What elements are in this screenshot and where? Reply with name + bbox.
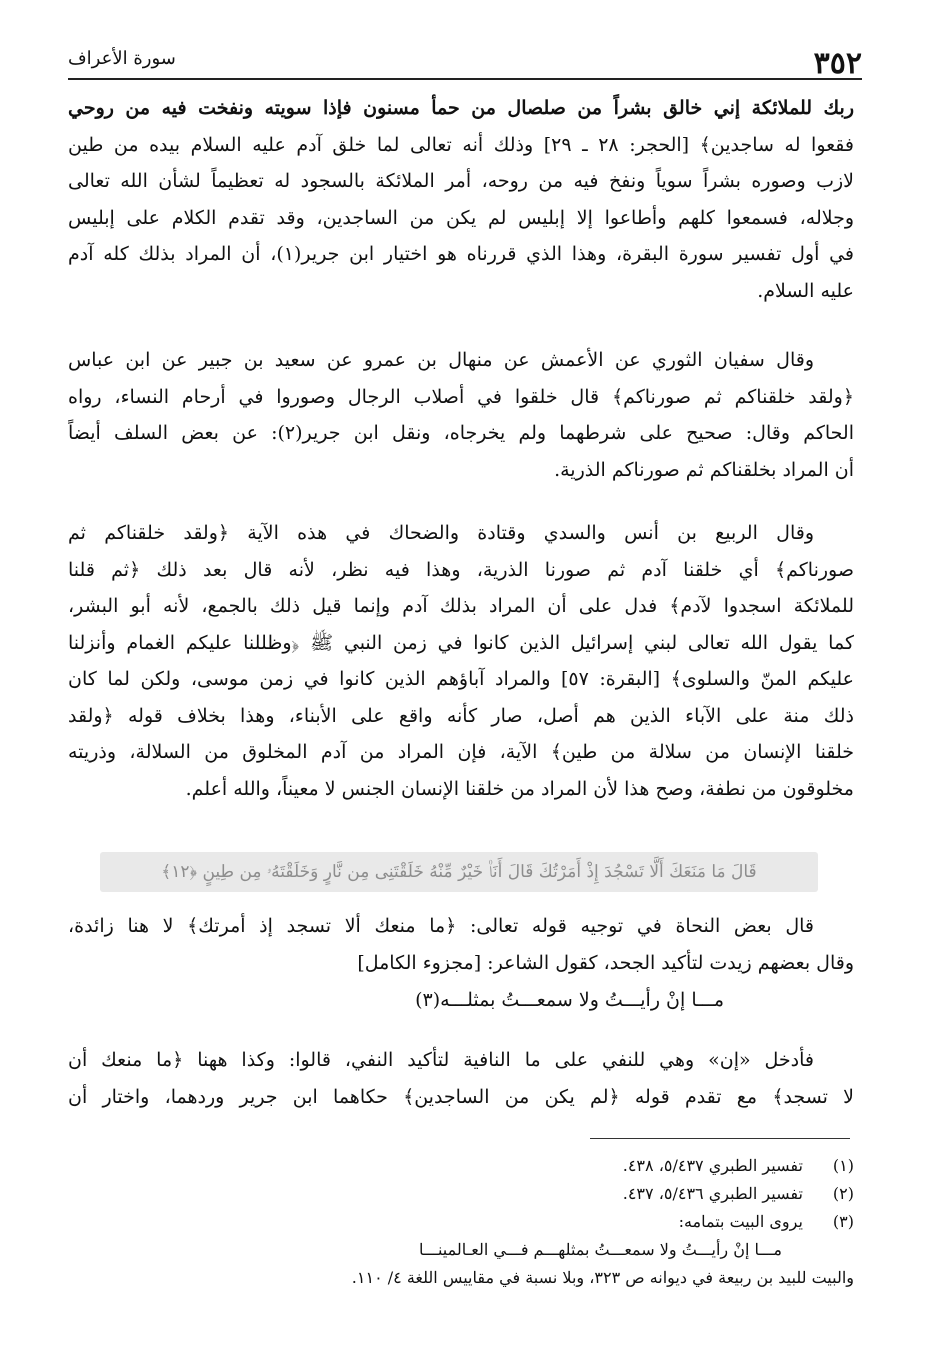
text-line: للملائكة اسجدوا لآدم﴾ فدل على أن المراد بذلك آدم وإنما قيل ذلك بالجمع، لأنه أبو البشر، bbox=[68, 595, 854, 617]
text-line: ربك للملائكة إني خالق بشراً من صلصال من حمأ مسنون فإذا سويته ونفخت فيه من روحي bbox=[68, 97, 854, 119]
footnote-source: والبيت للبيد بن ربيعة في ديوانه ص ٣٢٣، وبلا نسبة في مقاييس اللغة ٤/ ١١٠. bbox=[351, 1268, 854, 1287]
text-line: عليه السلام. bbox=[757, 279, 854, 302]
footnote bbox=[68, 1208, 854, 1236]
text-line: وقال سفيان الثوري عن الأعمش عن منهال بن عمرو عن سعيد بن جبير عن ابن عباس bbox=[68, 349, 814, 371]
surah-name: سورة الأعراف bbox=[68, 48, 176, 69]
footnote bbox=[68, 1180, 854, 1208]
text-line: قال بعض النحاة في توجيه قوله تعالى: ﴿ما منعك ألا تسجد إذ أمرتك﴾ لا هنا زائدة، bbox=[68, 915, 814, 937]
text-line: ﴿ولقد خلقناكم ثم صورناكم﴾ قال خلقوا في أصلاب الرجال وصوروا في أرحام النساء، رواه bbox=[68, 385, 854, 408]
text-line: ذلك منة على الآباء الذين هم أصل، صار كأنه واقع على الأبناء، وهذا بخلاف قوله ﴿ولقد bbox=[68, 704, 854, 727]
footnote-text: يروى البيت بتمامه: bbox=[678, 1212, 803, 1231]
paragraph-3 bbox=[68, 515, 854, 807]
paragraph-2 bbox=[68, 342, 854, 488]
text-line: الحاكم وقال: صحيح على شرطهما ولم يخرجاه، ونقل ابن جرير(٢): عن بعض السلف أيضاً bbox=[68, 422, 854, 444]
paragraph-5 bbox=[68, 1042, 854, 1115]
footnote-number: (١) bbox=[832, 1156, 854, 1175]
footnote bbox=[68, 1152, 854, 1180]
text-line: وقال الربيع بن أنس والسدي وقتادة والضحاك في هذه الآية ﴿ولقد خلقناكم ثم bbox=[68, 522, 814, 544]
text-line: وجلاله، فسمعوا كلهم وأطاعوا إلا إبليس لم يكن من الساجدين، وقد تقدم الكلام على إبليس bbox=[68, 206, 854, 229]
text-line: في أول تفسير سورة البقرة، وهذا الذي قررناه هو اختيار ابن جرير(١)، أن المراد بذلك كله آدم bbox=[68, 243, 854, 265]
poem-verse: مـــا إنْ رأيـــتُ ولا سمعـــتُ بمثلـــه(٣) bbox=[415, 989, 724, 1011]
footnote-text: تفسير الطبري ٥/٤٣٧، ٤٣٨. bbox=[622, 1156, 803, 1175]
text-line: كما يقول الله تعالى لبني إسرائيل الذين كانوا في زمن النبي ﷺ ﴿وظللنا عليكم الغمام وأنزلنا bbox=[68, 631, 854, 654]
page-number: ٣٥٢ bbox=[813, 46, 862, 81]
footnote-text: تفسير الطبري ٥/٤٣٦، ٤٣٧. bbox=[622, 1184, 803, 1203]
text-line: عليكم المنّ والسلوى﴾ [البقرة: ٥٧] والمراد آباؤهم الذين كانوا في زمن موسى، ولكن لما كان bbox=[68, 668, 854, 690]
text-line: وقال بعضهم زيدت لتأكيد الجحد، كقول الشاعر: [مجزوء الكامل] bbox=[357, 951, 854, 974]
text-line: خلقنا الإنسان من سلالة من طين﴾ الآية، فإن المراد من آدم المخلوق من السلالة، وذريته bbox=[68, 741, 854, 763]
text-line: فقعوا له ساجدين﴾ [الحجر: ٢٨ ـ ٢٩] وذلك أنه تعالى لما خلق آدم عليه السلام بيده من طين bbox=[68, 133, 854, 156]
footnotes bbox=[68, 1152, 854, 1292]
footnote-number: (٣) bbox=[832, 1212, 854, 1231]
text-line: أن المراد بخلقناكم ثم صورناكم الذرية. bbox=[554, 458, 854, 481]
paragraph-4 bbox=[68, 908, 854, 1019]
footnote-separator bbox=[590, 1138, 850, 1139]
text-line: لا تسجد﴾ مع تقدم قوله ﴿لم يكن من الساجدين﴾ حكاهما ابن جرير وردهما، واختار أن bbox=[68, 1085, 854, 1108]
quran-verse-heading: قَالَ مَا مَنَعَكَ أَلَّا تَسْجُدَ إِذْ أَمَرْتُكَ قَالَ أَنَا۠ خَيْرٌ مِّنْهُ خَلَقْتَنِى مِن نَّارٍ وَخَلَقْتَهُۥ مِن طِينٍ ﴿١٢﴾ bbox=[100, 852, 818, 892]
paragraph-1 bbox=[68, 90, 854, 309]
text-line: مخلوقون من نطفة، وصح هذا لأن المراد من خلقنا الإنسان الجنس لا معيناً، والله أعلم. bbox=[185, 777, 854, 800]
footnote-number: (٢) bbox=[832, 1184, 854, 1203]
footnote-verse: مـــا إنْ رأيـــتُ ولا سمعـــتُ بمثلهـــم فـــي العـالمينـــا bbox=[419, 1240, 782, 1259]
text-line: فأدخل «إن» وهي للنفي على ما النافية لتأكيد النفي، قالوا: وكذا ههنا ﴿ما منعك أن bbox=[68, 1049, 814, 1071]
text-line: صورناكم﴾ أي خلقنا آدم ثم صورنا الذرية، وهذا فيه نظر، لأنه قال بعد ذلك ﴿ثم قلنا bbox=[68, 558, 854, 581]
text-line: لازب وصوره بشراً سوياً ونفخ فيه من روحه، أمر الملائكة بالسجود له تعظيماً لشأن الله تعالى bbox=[68, 170, 854, 192]
page-header bbox=[68, 42, 862, 80]
